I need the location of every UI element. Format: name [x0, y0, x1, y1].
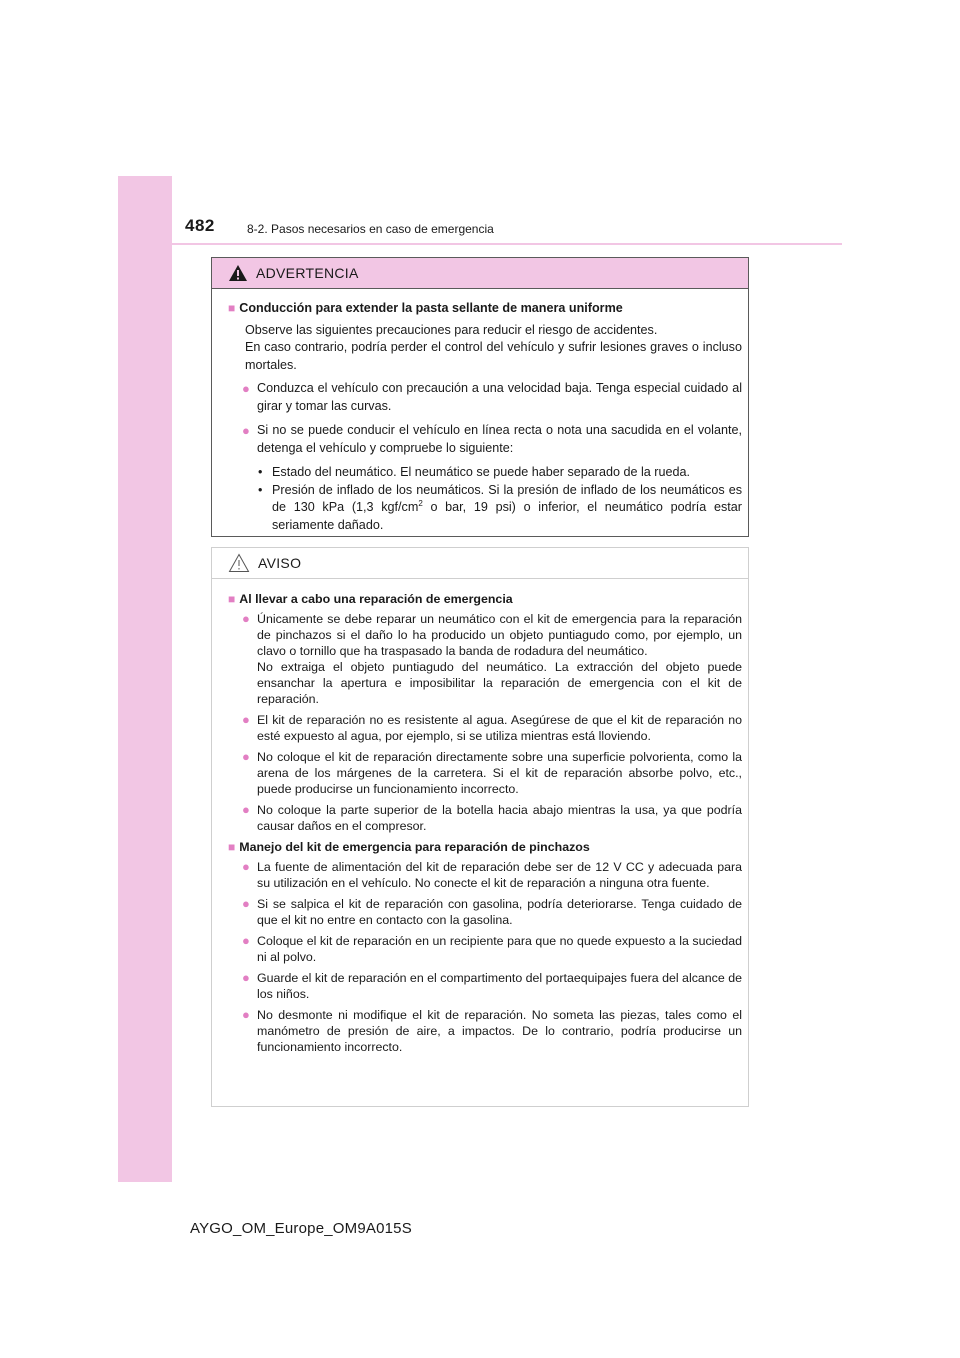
round-bullet-icon: ●: [242, 1007, 250, 1022]
list-item: [228, 970, 742, 1002]
page-number: 482: [185, 216, 215, 235]
list-item-text: No coloque la parte superior de la botella hacia abajo mientras la usa, ya que podría causar daños en el compresor.: [257, 803, 742, 833]
list-item: [228, 1007, 742, 1055]
notice-heading-1: [228, 591, 742, 607]
list-item: [228, 896, 742, 928]
chapter-side-tab: [118, 176, 172, 1182]
small-bullet-icon: •: [258, 482, 263, 497]
notice-heading-1-text: Al llevar a cabo una reparación de emergencia: [239, 592, 513, 606]
warning-triangle-icon: [228, 264, 248, 282]
list-item: [228, 859, 742, 891]
list-item-text: No desmonte ni modifique el kit de reparación. No someta las piezas, tales como el manómetro de presión de aire, a impactos. De lo contrario, podría producirse un funcionamiento incorrecto.: [257, 1008, 742, 1054]
warning-box: [211, 257, 749, 537]
notice-heading-2: [228, 839, 742, 855]
list-item-text: El kit de reparación no es resistente al agua. Asegúrese de que el kit de reparación no esté expuesto al agua, por ejemplo, si se utiliza mientras está lloviendo.: [257, 713, 742, 743]
round-bullet-icon: ●: [242, 896, 250, 911]
document-code: AYGO_OM_Europe_OM9A015S: [190, 1220, 412, 1237]
caution-triangle-icon: [228, 553, 250, 573]
list-item: [228, 422, 742, 457]
list-item: [228, 933, 742, 965]
round-bullet-icon: ●: [242, 933, 250, 948]
pressure-text-end: o bar, 19 psi) o inferior, el neumático podría estar seriamente dañado.: [272, 500, 742, 532]
square-bullet-icon: ■: [228, 840, 236, 854]
list-item: [228, 749, 742, 797]
notice-title: AVISO: [258, 555, 302, 571]
list-item-text: Guarde el kit de reparación en el compartimento del portaequipajes fuera del alcance de los niños.: [257, 971, 742, 1001]
pressure-text-start: Presión de inflado de los neumáticos. Si la presión de inflado de los neumáticos es de 130 kPa (1,3 kgf/cm: [272, 482, 742, 514]
notice-title-bar: [212, 548, 748, 579]
list-item-text: Si se salpica el kit de reparación con gasolina, podría deteriorarse. Tenga cuidado de que el kit no entre en contacto con la gasolina.: [257, 897, 742, 927]
notice-box: [211, 547, 749, 1107]
warning-heading-text: Conducción para extender la pasta sellante de manera uniforme: [239, 301, 623, 315]
superscript: 2: [418, 498, 423, 508]
sub-list-item-text: [272, 482, 742, 535]
round-bullet-icon: ●: [242, 611, 250, 626]
round-bullet-icon: ●: [242, 859, 250, 874]
list-item: [228, 802, 742, 834]
warning-heading: [228, 300, 742, 318]
round-bullet-icon: ●: [242, 802, 250, 817]
section-title: 8-2. Pasos necesarios en caso de emergencia: [247, 222, 494, 236]
warning-intro-line1: Observe las siguientes precauciones para reducir el riesgo de accidentes.: [245, 322, 658, 337]
round-bullet-icon: ●: [242, 381, 250, 396]
notice-heading-2-text: Manejo del kit de emergencia para reparación de pinchazos: [239, 840, 590, 854]
list-item-paragraph: Únicamente se debe reparar un neumático con el kit de emergencia para la reparación de pinchazos si el daño lo ha producido un objeto puntiagudo como, por ejemplo, un clavo o tornillo que ha traspasado la banda de rodadura del neumático.: [257, 612, 742, 658]
list-item-paragraph: No extraiga el objeto puntiagudo del neumático. La extracción del objeto puede ensanchar la apertura e imposibilitar la reparación de emergencia con el kit de reparación.: [257, 660, 742, 706]
round-bullet-icon: ●: [242, 423, 250, 438]
round-bullet-icon: ●: [242, 749, 250, 764]
list-item: [228, 712, 742, 744]
sub-list-item: [228, 482, 742, 535]
sub-list-item: [228, 464, 742, 482]
notice-content: [212, 579, 748, 1055]
round-bullet-icon: ●: [242, 712, 250, 727]
list-item-text: Coloque el kit de reparación en un recipiente para que no quede expuesto a la suciedad ni al polvo.: [257, 934, 742, 964]
warning-title: ADVERTENCIA: [256, 265, 359, 281]
square-bullet-icon: ■: [228, 592, 236, 606]
sub-list-item-text: Estado del neumático. El neumático se puede haber separado de la rueda.: [272, 465, 690, 479]
list-item-text: Si no se puede conducir el vehículo en línea recta o nota una sacudida en el volante, detenga el vehículo y compruebe lo siguiente:: [257, 423, 742, 455]
list-item: [228, 380, 742, 415]
list-item-text: [257, 611, 742, 707]
list-item-text: Conduzca el vehículo con precaución a una velocidad baja. Tenga especial cuidado al girar y tomar las curvas.: [257, 381, 742, 413]
small-bullet-icon: •: [258, 465, 263, 479]
list-item: [228, 611, 742, 707]
warning-intro-line2: En caso contrario, podría perder el control del vehículo y sufrir lesiones graves o incluso mortales.: [245, 340, 742, 372]
warning-content: [212, 289, 748, 534]
square-bullet-icon: ■: [228, 301, 236, 315]
list-item-text: No coloque el kit de reparación directamente sobre una superficie polvorienta, como la arena de los márgenes de la carretera. Si el kit de reparación absorbe polvo, etc., puede producirse un funcionamiento incorrecto.: [257, 750, 742, 796]
list-item-text: La fuente de alimentación del kit de reparación debe ser de 12 V CC y adecuada para su utilización en el vehículo. No conecte el kit de reparación a ninguna otra fuente.: [257, 860, 742, 890]
header-divider: [172, 243, 842, 245]
round-bullet-icon: ●: [242, 970, 250, 985]
warning-title-bar: [212, 258, 748, 289]
warning-intro: [228, 322, 742, 375]
